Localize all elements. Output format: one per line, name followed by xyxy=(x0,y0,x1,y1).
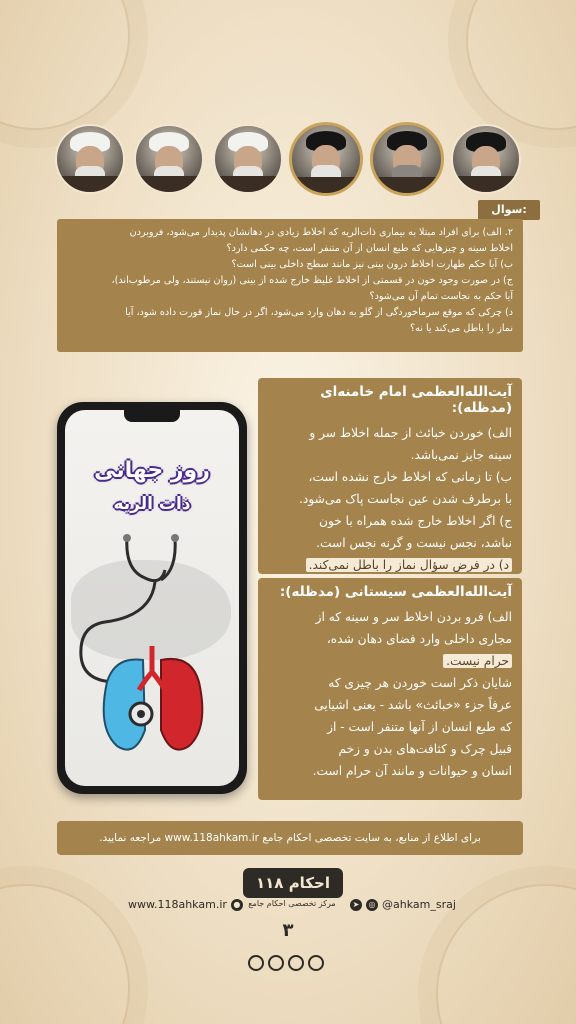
portrait-3 xyxy=(213,124,283,194)
page-dot xyxy=(268,955,284,971)
question-line: ۲. الف) برای افراد مبتلا به بیماری ذات‌الریه که اخلاط زیادی در دهانشان پدیدار می‌شود، فروبردن xyxy=(129,227,513,238)
page-dot xyxy=(288,955,304,971)
question-line: نماز را باطل می‌کند یا نه؟ xyxy=(410,323,513,334)
answer-khamenei xyxy=(258,378,522,574)
portrait-2 xyxy=(134,124,204,194)
question-line: ب) آیا حکم طهارت اخلاط درون بینی نیز مانند سطح داخلی بینی است؟ xyxy=(231,259,513,270)
page-dot xyxy=(308,955,324,971)
footer-note: برای اطلاع از منابع، به سایت تخصصی احکام جامع www.118ahkam.ir مراجعه نمایید. xyxy=(57,821,523,855)
answer-line: که طبع انسان از آنها متنفر است - از xyxy=(327,720,512,734)
social-handle-link[interactable] xyxy=(350,898,456,911)
question-line: د) چرکی که موقع سرماخوردگی از گلو به دهان وارد می‌شود، اگر در حال نماز قورت داده شود، آیا xyxy=(125,307,513,318)
instagram-icon: ◎ xyxy=(366,899,378,911)
answer-line: انسان و حیوانات و مانند آن حرام است. xyxy=(312,764,512,778)
portrait-4-highlighted xyxy=(289,122,363,196)
answer-line: مجاری داخلی وارد فضای دهان شده، xyxy=(326,632,512,646)
marja-portraits-row xyxy=(55,124,525,196)
answer-line: الف) خوردن خبائث از جمله اخلاط سر و xyxy=(309,426,512,440)
corner-ornament-bottom-left xyxy=(0,884,130,1024)
answer-line: ج) اگر اخلاط خارج شده همراه با خون xyxy=(319,514,512,528)
stethoscope-tube-icon xyxy=(127,538,165,581)
answer-line: شایان ذکر است خوردن هر چیزی که xyxy=(328,676,512,690)
answer-khamenei-heading: آیت‌الله‌العظمی امام خامنه‌ای (مدظله): xyxy=(320,384,512,416)
portrait-1 xyxy=(55,124,125,194)
question-line: آیا حکم به نجاست تمام آن می‌شود؟ xyxy=(369,291,513,302)
social-handle-text: @ahkam_sraj xyxy=(382,898,456,911)
website-text: www.118ahkam.ir xyxy=(128,898,227,911)
stethoscope-earpiece-icon xyxy=(123,534,131,542)
answer-line: با برطرف شدن عین نجاست پاک می‌شود. xyxy=(299,492,512,506)
globe-icon: ● xyxy=(231,899,243,911)
phone-title-line1: روز جهانی xyxy=(94,458,210,483)
phone-title-line2: ذات الریه xyxy=(113,494,191,514)
brand-logo: ۱۱۸ احکام xyxy=(243,868,343,898)
answer-line: نباشد، نجس نیست و گرنه نجس است. xyxy=(316,536,512,550)
answer-highlight: حرام نیست. xyxy=(443,654,512,668)
question-box xyxy=(57,219,523,352)
telegram-icon: ➤ xyxy=(350,899,362,911)
website-link[interactable] xyxy=(128,898,243,911)
answer-line: ب) تا زمانی که اخلاط خارج نشده است، xyxy=(308,470,512,484)
phone-screen xyxy=(65,410,239,786)
phone-illustration xyxy=(57,402,247,794)
answer-line xyxy=(268,650,512,672)
question-line: اخلاط سینه و چیزهایی که طبع انسان از آن متنفر است، چه حکمی دارد؟ xyxy=(226,243,513,254)
brand-subtitle: مرکز تخصصی احکام جامع xyxy=(248,899,336,908)
answer-line xyxy=(268,554,512,576)
corner-ornament-top-right xyxy=(466,0,576,130)
answer-line: الف) فرو بردن اخلاط سر و سینه که از xyxy=(315,610,512,624)
answer-sistani xyxy=(258,578,522,800)
page-indicator-dots xyxy=(248,955,324,971)
corner-ornament-top-left xyxy=(0,0,130,130)
portrait-5-highlighted xyxy=(370,122,444,196)
portrait-6 xyxy=(451,124,521,194)
page-dot xyxy=(248,955,264,971)
corner-ornament-bottom-right xyxy=(436,884,576,1024)
question-line: ج) در صورت وجود خون در قسمتی از اخلاط غلیظ خارج شده از بینی (روان نیستند، ولی مرطوب‌اند)، xyxy=(111,275,513,286)
answer-sistani-heading: آیت‌الله‌العظمی سیستانی (مدظله): xyxy=(279,584,512,600)
answer-line: قبیل چرک و کثافت‌های بدن و زخم xyxy=(338,742,512,756)
answer-line: سینه جایز نمی‌باشد. xyxy=(410,448,512,462)
right-lung-icon xyxy=(161,659,202,750)
stethoscope-lungs-graphic xyxy=(65,410,239,786)
answer-highlight: د) در فرض سؤال نماز را باطل نمی‌کند. xyxy=(306,558,512,572)
page-number: ۳ xyxy=(282,920,294,941)
answer-line: عرفاً جزء «خبائث» باشد - یعنی اشیایی xyxy=(314,698,512,712)
question-label: سوال: xyxy=(478,200,540,220)
